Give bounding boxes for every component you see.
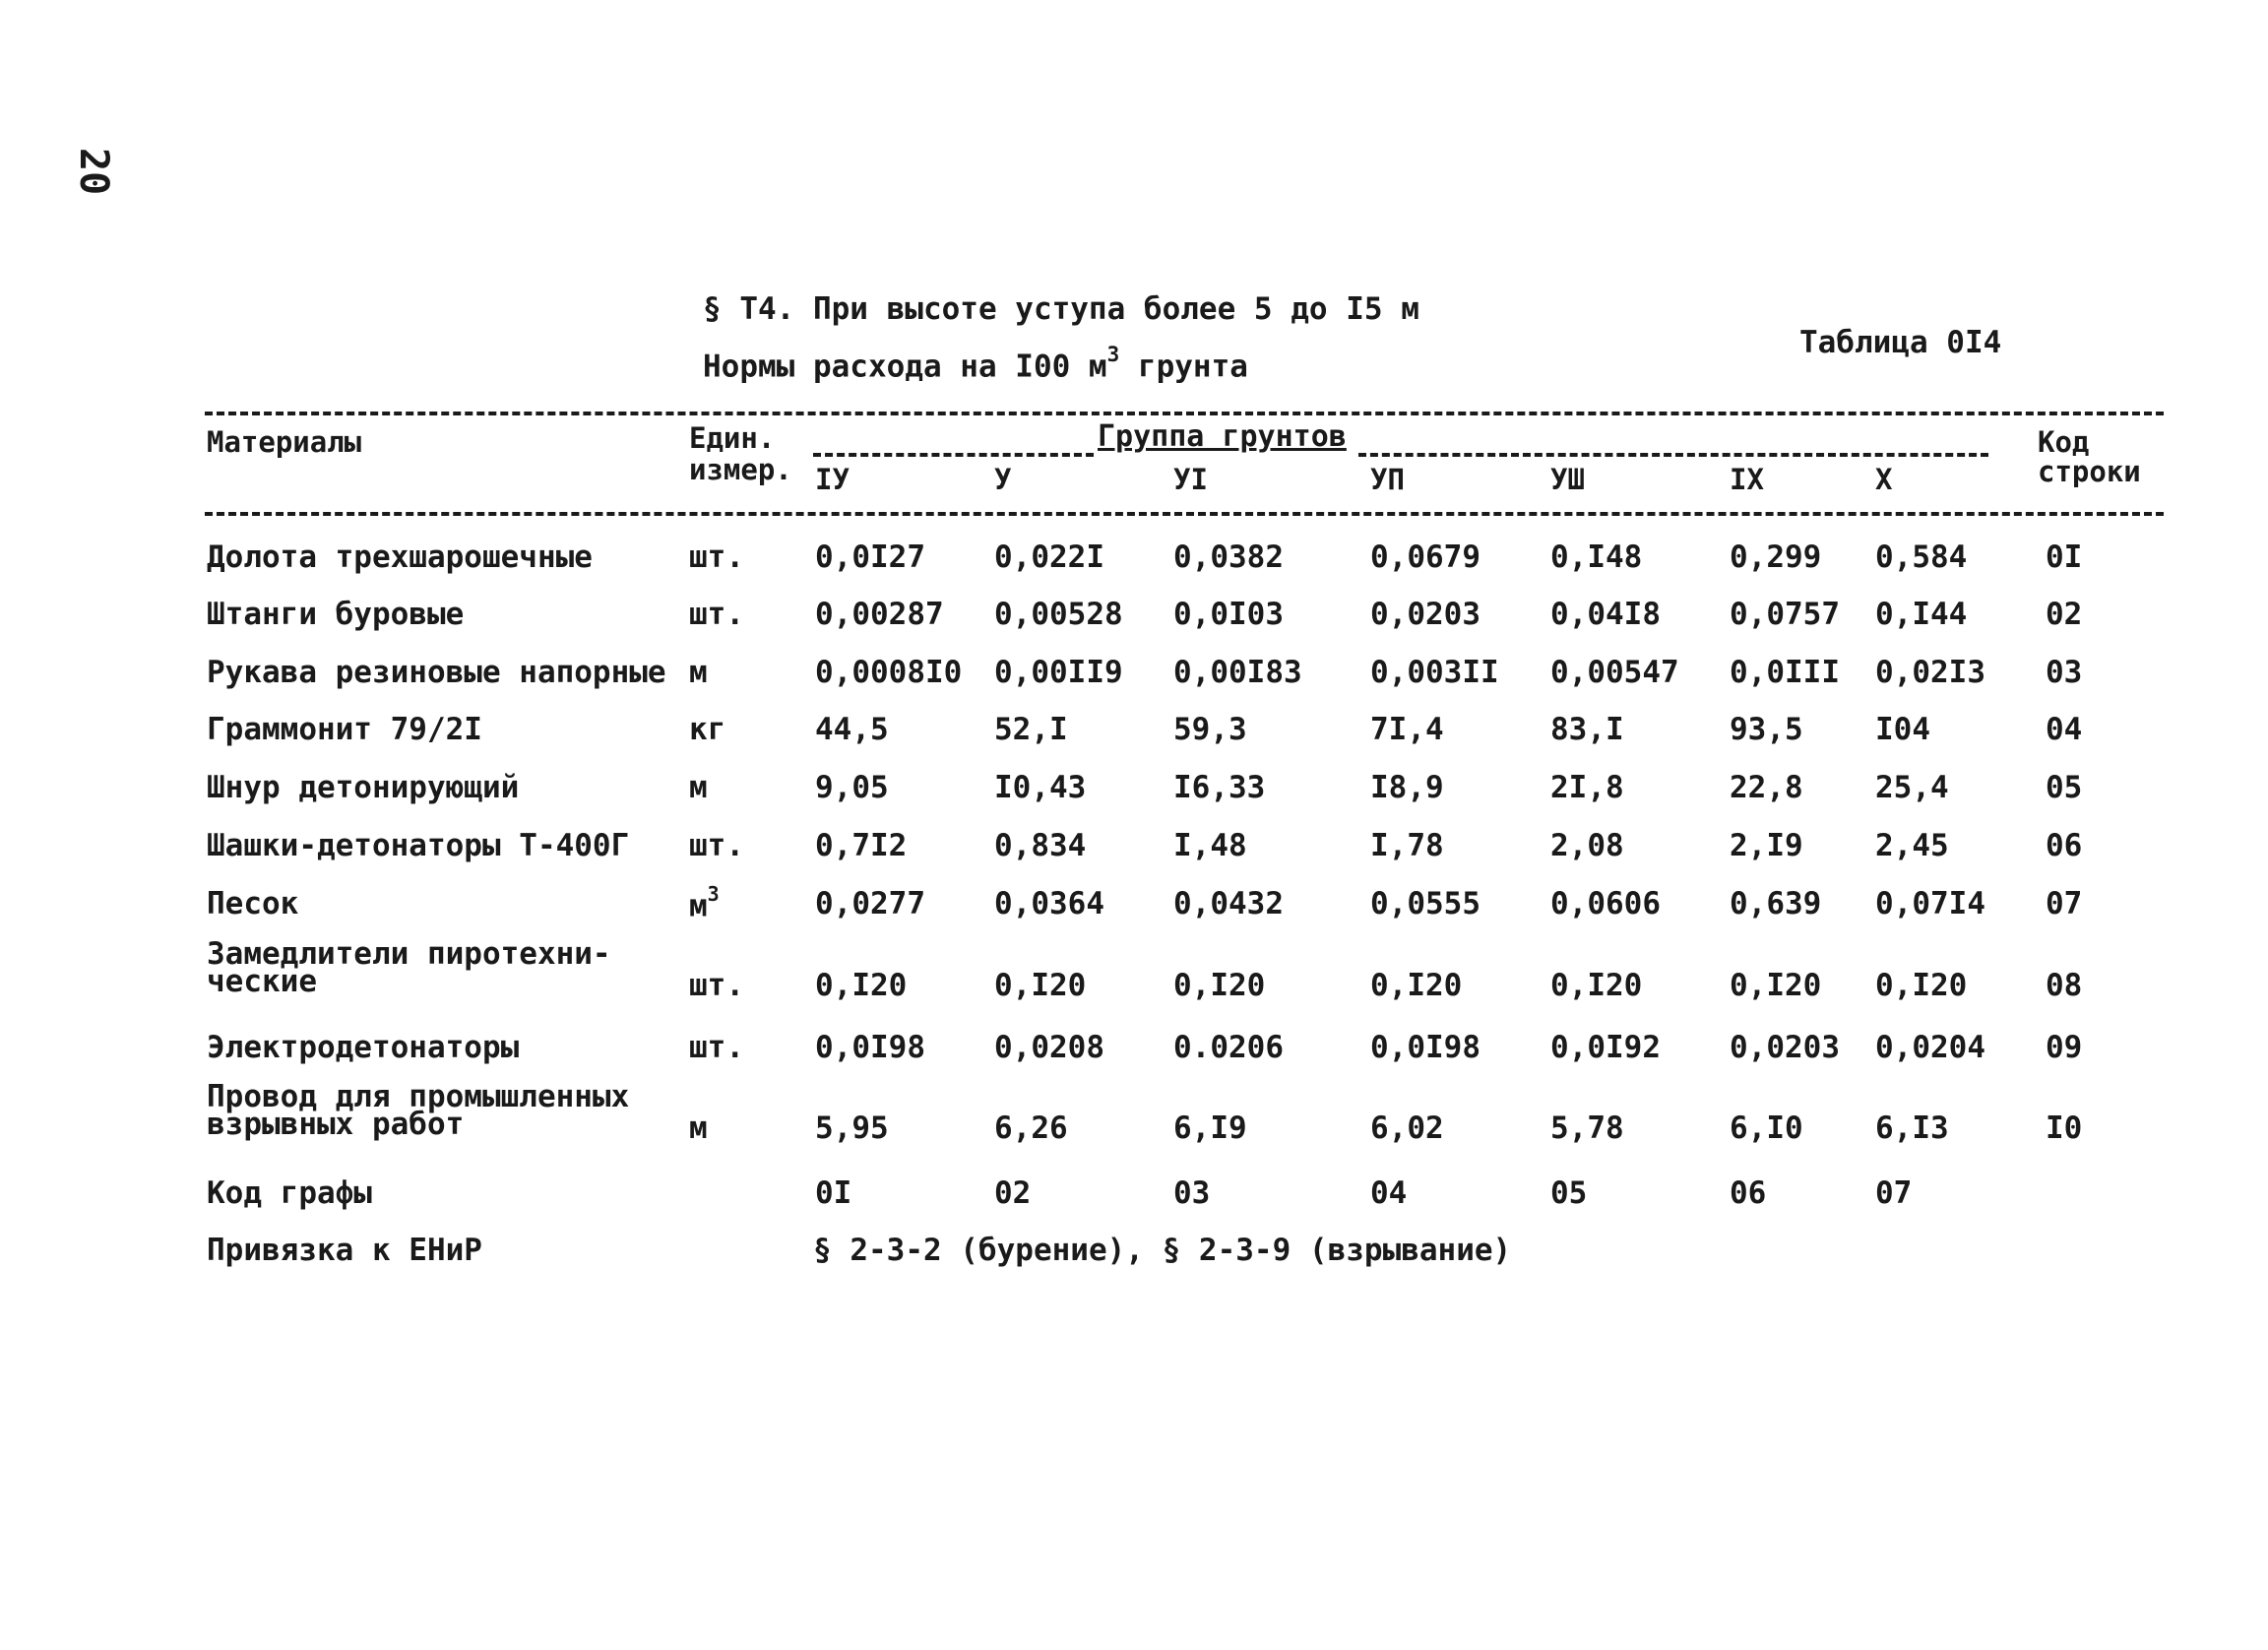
- header-unit-line1: Един.: [689, 421, 776, 455]
- graph-code: 04: [1370, 1175, 1408, 1211]
- value-cell: 0,I20: [1370, 968, 1463, 1003]
- value-cell: 0,I20: [1550, 968, 1643, 1003]
- value-cell: 0,I44: [1875, 597, 1968, 632]
- row-code: 04: [2046, 712, 2083, 747]
- header-group-6: IX: [1730, 463, 1764, 496]
- value-cell: 0,0364: [994, 886, 1104, 921]
- graph-code: 03: [1173, 1175, 1211, 1211]
- unit: [689, 828, 744, 863]
- value-cell: 2I,8: [1550, 770, 1624, 805]
- subheading-superscript: 3: [1106, 343, 1120, 366]
- graph-code: 0I: [815, 1175, 852, 1211]
- unit-text: м: [689, 1111, 708, 1146]
- value-cell: I,48: [1173, 828, 1247, 863]
- value-cell: 0,I48: [1550, 539, 1643, 575]
- material-name-cont: ческие: [207, 964, 317, 999]
- material-name: Электродетонаторы: [207, 1030, 520, 1065]
- value-cell: 0,0606: [1550, 886, 1661, 921]
- value-cell: 0,I20: [1875, 968, 1968, 1003]
- binding-label: Привязка к ЕНиР: [207, 1233, 482, 1268]
- value-cell: 93,5: [1730, 712, 1803, 747]
- material-name: Шнур детонирующий: [207, 770, 520, 805]
- value-cell: I6,33: [1173, 770, 1266, 805]
- unit: [689, 968, 744, 1003]
- value-cell: 0,00528: [994, 597, 1123, 632]
- value-cell: 0,584: [1875, 539, 1968, 575]
- table-top-rule: [205, 412, 2164, 415]
- header-unit-line2: измер.: [689, 453, 792, 486]
- material-name: Провод для промышленных: [207, 1079, 630, 1114]
- unit-text: шт.: [689, 1030, 744, 1065]
- value-cell: 0.0206: [1173, 1030, 1284, 1065]
- unit-text: шт.: [689, 597, 744, 632]
- row-code: 06: [2046, 828, 2083, 863]
- unit-text: м: [689, 888, 708, 924]
- value-cell: 0,0203: [1730, 1030, 1840, 1065]
- value-cell: 0,00547: [1550, 655, 1679, 690]
- header-group-1: IУ: [815, 463, 850, 496]
- unit: [689, 882, 720, 924]
- material-name: Рукава резиновые напорные: [207, 655, 666, 690]
- value-cell: 0,639: [1730, 886, 1822, 921]
- value-cell: 0,0277: [815, 886, 925, 921]
- unit-text: шт.: [689, 968, 744, 1003]
- value-cell: 0,022I: [994, 539, 1104, 575]
- value-cell: 0,0204: [1875, 1030, 1985, 1065]
- value-cell: 0,0III: [1730, 655, 1840, 690]
- header-code-line1: Код: [2038, 425, 2090, 459]
- value-cell: 0,I20: [1173, 968, 1266, 1003]
- value-cell: 9,05: [815, 770, 889, 805]
- material-name: Штанги буровые: [207, 597, 465, 632]
- value-cell: I8,9: [1370, 770, 1444, 805]
- value-cell: 6,02: [1370, 1111, 1444, 1146]
- row-code: 02: [2046, 597, 2083, 632]
- value-cell: 0,003II: [1370, 655, 1499, 690]
- value-cell: 7I,4: [1370, 712, 1444, 747]
- header-materials: Материалы: [207, 425, 362, 459]
- value-cell: 0,0382: [1173, 539, 1284, 575]
- value-cell: 25,4: [1875, 770, 1949, 805]
- value-cell: I04: [1875, 712, 1930, 747]
- graph-code: 06: [1730, 1175, 1767, 1211]
- header-group-2: У: [994, 463, 1012, 496]
- unit: [689, 655, 708, 690]
- value-cell: 0,0I98: [815, 1030, 925, 1065]
- value-cell: 44,5: [815, 712, 889, 747]
- value-cell: 0,0008I0: [815, 655, 963, 690]
- section-subheading: [703, 343, 1248, 385]
- value-cell: 0,0203: [1370, 597, 1480, 632]
- value-cell: 0,0679: [1370, 539, 1480, 575]
- binding-text: § 2-3-2 (бурение), § 2-3-9 (взрывание): [813, 1233, 1512, 1268]
- value-cell: 0,299: [1730, 539, 1822, 575]
- unit: [689, 1111, 708, 1146]
- subheading-suffix: грунта: [1119, 349, 1248, 385]
- value-cell: 0,00I83: [1173, 655, 1302, 690]
- graph-code: 02: [994, 1175, 1032, 1211]
- value-cell: 0,0I98: [1370, 1030, 1480, 1065]
- value-cell: 6,I0: [1730, 1111, 1803, 1146]
- row-code: 0I: [2046, 539, 2083, 575]
- row-code: I0: [2046, 1111, 2083, 1146]
- value-cell: 0,0I03: [1173, 597, 1284, 632]
- unit-text: м: [689, 770, 708, 805]
- value-cell: 0,0208: [994, 1030, 1104, 1065]
- unit-superscript: 3: [707, 882, 720, 906]
- value-cell: 5,78: [1550, 1111, 1624, 1146]
- value-cell: 0,0432: [1173, 886, 1284, 921]
- value-cell: 0,I20: [1730, 968, 1822, 1003]
- value-cell: 6,I9: [1173, 1111, 1247, 1146]
- value-cell: 59,3: [1173, 712, 1247, 747]
- page-number: 20: [71, 148, 116, 196]
- row-code: 03: [2046, 655, 2083, 690]
- header-soil-group: Группа грунтов: [1098, 419, 1347, 454]
- header-code-line2: строки: [2038, 455, 2141, 488]
- graph-code-label: Код графы: [207, 1175, 372, 1211]
- value-cell: 0,0I27: [815, 539, 925, 575]
- value-cell: 0,02I3: [1875, 655, 1985, 690]
- material-name: Шашки-детонаторы Т-400Г: [207, 828, 630, 863]
- graph-code: 05: [1550, 1175, 1588, 1211]
- row-code: 07: [2046, 886, 2083, 921]
- material-name: Граммонит 79/2I: [207, 712, 482, 747]
- unit: [689, 539, 744, 575]
- value-cell: 2,I9: [1730, 828, 1803, 863]
- value-cell: 5,95: [815, 1111, 889, 1146]
- group-rule-right: [1358, 453, 1988, 457]
- row-code: 09: [2046, 1030, 2083, 1065]
- row-code: 08: [2046, 968, 2083, 1003]
- value-cell: 6,I3: [1875, 1111, 1949, 1146]
- value-cell: 0,00287: [815, 597, 944, 632]
- value-cell: 83,I: [1550, 712, 1624, 747]
- value-cell: 2,45: [1875, 828, 1949, 863]
- value-cell: I0,43: [994, 770, 1087, 805]
- value-cell: 6,26: [994, 1111, 1068, 1146]
- table-label: Таблица 0I4: [1799, 325, 2002, 360]
- section-heading: § Т4. При высоте уступа более 5 до I5 м: [703, 291, 1419, 327]
- header-group-5: УШ: [1550, 463, 1585, 496]
- value-cell: 0,I20: [994, 968, 1087, 1003]
- unit-text: шт.: [689, 828, 744, 863]
- material-name: Замедлители пиротехни-: [207, 936, 611, 972]
- graph-code: 07: [1875, 1175, 1913, 1211]
- value-cell: 0,0757: [1730, 597, 1840, 632]
- value-cell: 0,I20: [815, 968, 908, 1003]
- material-name: Долота трехшарошечные: [207, 539, 593, 575]
- value-cell: 2,08: [1550, 828, 1624, 863]
- unit: [689, 712, 725, 747]
- value-cell: 0,0555: [1370, 886, 1480, 921]
- subheading-prefix: Нормы расхода на I00 м: [703, 349, 1107, 385]
- value-cell: 0,0I92: [1550, 1030, 1661, 1065]
- header-group-7: X: [1875, 463, 1893, 496]
- group-rule-left: [813, 453, 1094, 457]
- table-header-rule: [205, 512, 2164, 516]
- header-group-3: УI: [1173, 463, 1208, 496]
- value-cell: 22,8: [1730, 770, 1803, 805]
- value-cell: 0,04I8: [1550, 597, 1661, 632]
- value-cell: I,78: [1370, 828, 1444, 863]
- header-group-4: УП: [1370, 463, 1405, 496]
- unit: [689, 1030, 744, 1065]
- value-cell: 0,07I4: [1875, 886, 1985, 921]
- material-name: Песок: [207, 886, 299, 921]
- unit: [689, 597, 744, 632]
- material-name-cont: взрывных работ: [207, 1107, 465, 1142]
- unit-text: м: [689, 655, 708, 690]
- unit-text: кг: [689, 712, 726, 747]
- unit-text: шт.: [689, 539, 744, 575]
- value-cell: 52,I: [994, 712, 1068, 747]
- value-cell: 0,834: [994, 828, 1087, 863]
- value-cell: 0,00II9: [994, 655, 1123, 690]
- unit: [689, 770, 708, 805]
- row-code: 05: [2046, 770, 2083, 805]
- value-cell: 0,7I2: [815, 828, 908, 863]
